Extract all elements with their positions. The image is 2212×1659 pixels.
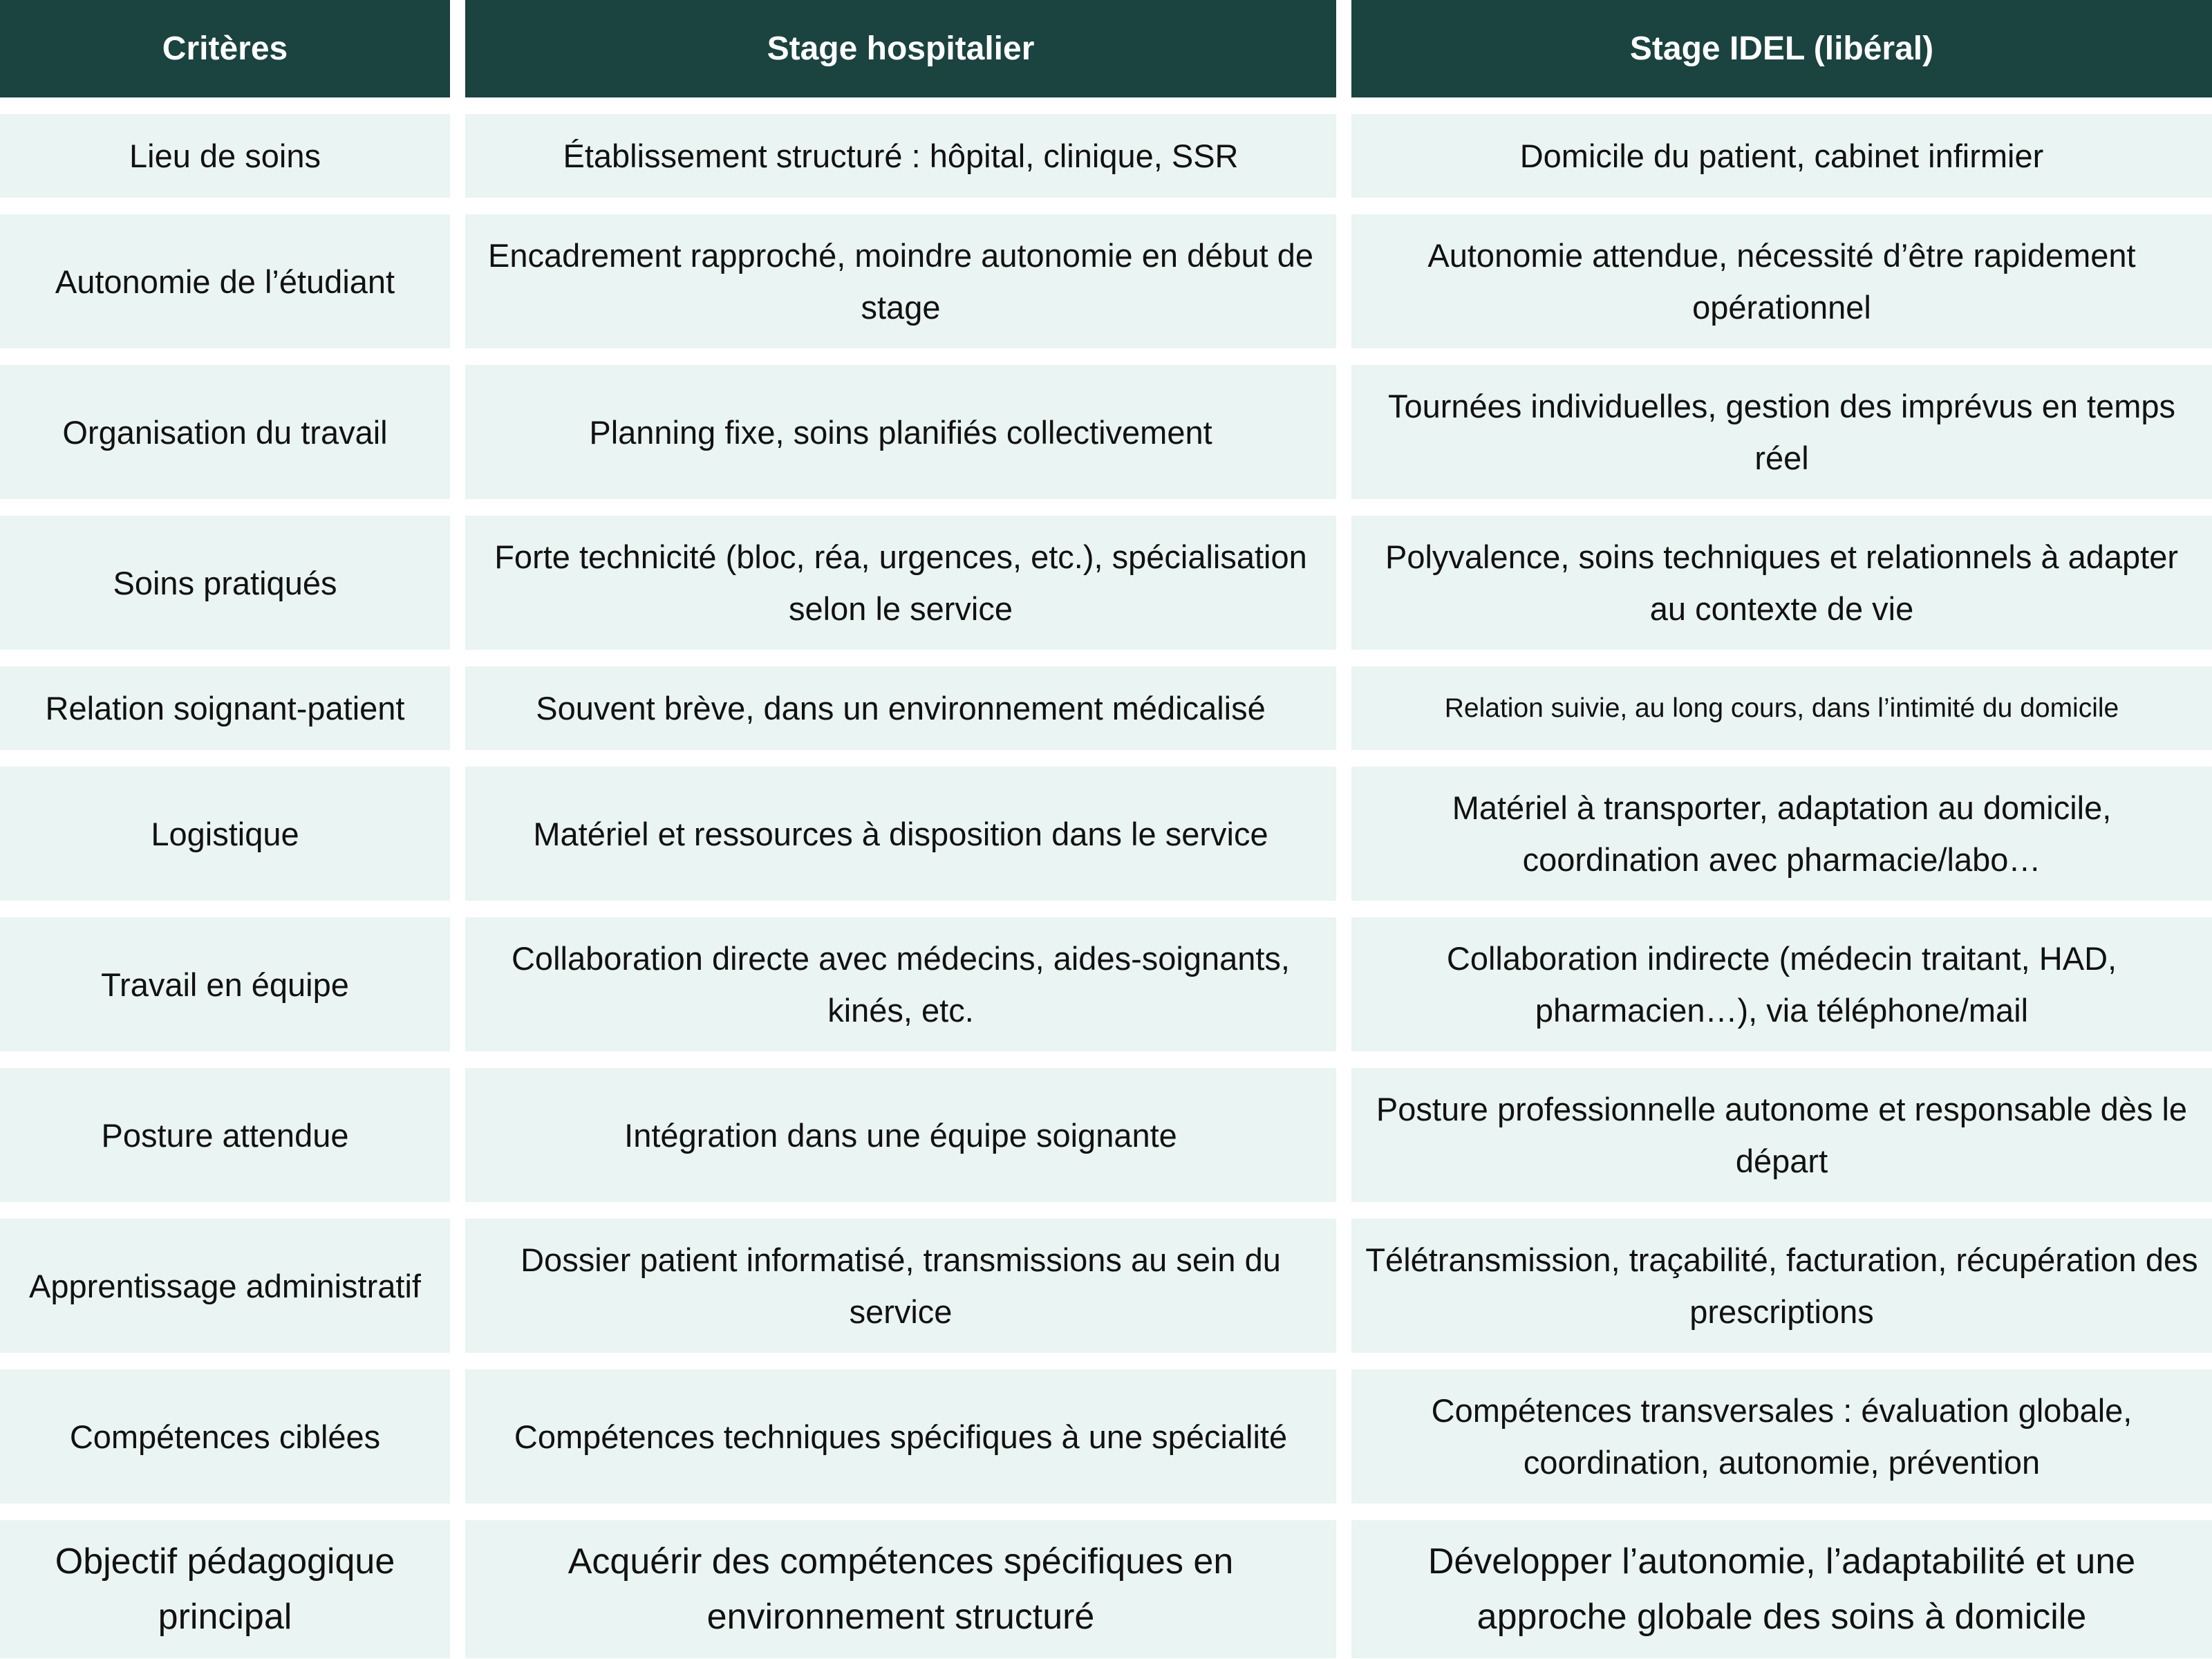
idel-cell: Posture professionnelle autonome et responsable dès le départ [1351, 1068, 2212, 1202]
hospital-cell: Matériel et ressources à disposition dans le service [465, 767, 1336, 901]
criterion-cell: Logistique [0, 767, 450, 901]
idel-cell: Autonomie attendue, nécessité d’être rapidement opérationnel [1351, 214, 2212, 348]
hospital-cell: Planning fixe, soins planifiés collectivement [465, 365, 1336, 499]
criterion-cell: Posture attendue [0, 1068, 450, 1202]
idel-cell: Compétences transversales : évaluation globale, coordination, autonomie, prévention [1351, 1369, 2212, 1503]
criterion-cell: Relation soignant-patient [0, 666, 450, 750]
criterion-cell: Autonomie de l’étudiant [0, 214, 450, 348]
criterion-cell: Objectif pédagogique principal [0, 1520, 450, 1658]
idel-cell: Domicile du patient, cabinet infirmier [1351, 114, 2212, 198]
criterion-cell: Compétences ciblées [0, 1369, 450, 1503]
idel-cell: Tournées individuelles, gestion des imprévus en temps réel [1351, 365, 2212, 499]
criterion-cell: Lieu de soins [0, 114, 450, 198]
header-stage-idel: Stage IDEL (libéral) [1351, 0, 2212, 97]
header-criteres: Critères [0, 0, 450, 97]
hospital-cell: Acquérir des compétences spécifiques en environnement structuré [465, 1520, 1336, 1658]
hospital-cell: Intégration dans une équipe soignante [465, 1068, 1336, 1202]
hospital-cell: Encadrement rapproché, moindre autonomie en début de stage [465, 214, 1336, 348]
idel-cell: Collaboration indirecte (médecin traitant, HAD, pharmacien…), via téléphone/mail [1351, 917, 2212, 1051]
idel-cell: Télétransmission, traçabilité, facturation, récupération des prescriptions [1351, 1219, 2212, 1353]
idel-cell: Matériel à transporter, adaptation au domicile, coordination avec pharmacie/labo… [1351, 767, 2212, 901]
hospital-cell: Collaboration directe avec médecins, aides-soignants, kinés, etc. [465, 917, 1336, 1051]
idel-cell: Développer l’autonomie, l’adaptabilité et une approche globale des soins à domicile [1351, 1520, 2212, 1658]
criterion-cell: Apprentissage administratif [0, 1219, 450, 1353]
criterion-cell: Travail en équipe [0, 917, 450, 1051]
hospital-cell: Dossier patient informatisé, transmissions au sein du service [465, 1219, 1336, 1353]
hospital-cell: Compétences techniques spécifiques à une spécialité [465, 1369, 1336, 1503]
idel-cell: Relation suivie, au long cours, dans l’intimité du domicile [1351, 666, 2212, 750]
hospital-cell: Forte technicité (bloc, réa, urgences, etc.), spécialisation selon le service [465, 516, 1336, 650]
criterion-cell: Organisation du travail [0, 365, 450, 499]
hospital-cell: Établissement structuré : hôpital, clinique, SSR [465, 114, 1336, 198]
criterion-cell: Soins pratiqués [0, 516, 450, 650]
header-stage-hospitalier: Stage hospitalier [465, 0, 1336, 97]
hospital-cell: Souvent brève, dans un environnement médicalisé [465, 666, 1336, 750]
idel-cell: Polyvalence, soins techniques et relationnels à adapter au contexte de vie [1351, 516, 2212, 650]
